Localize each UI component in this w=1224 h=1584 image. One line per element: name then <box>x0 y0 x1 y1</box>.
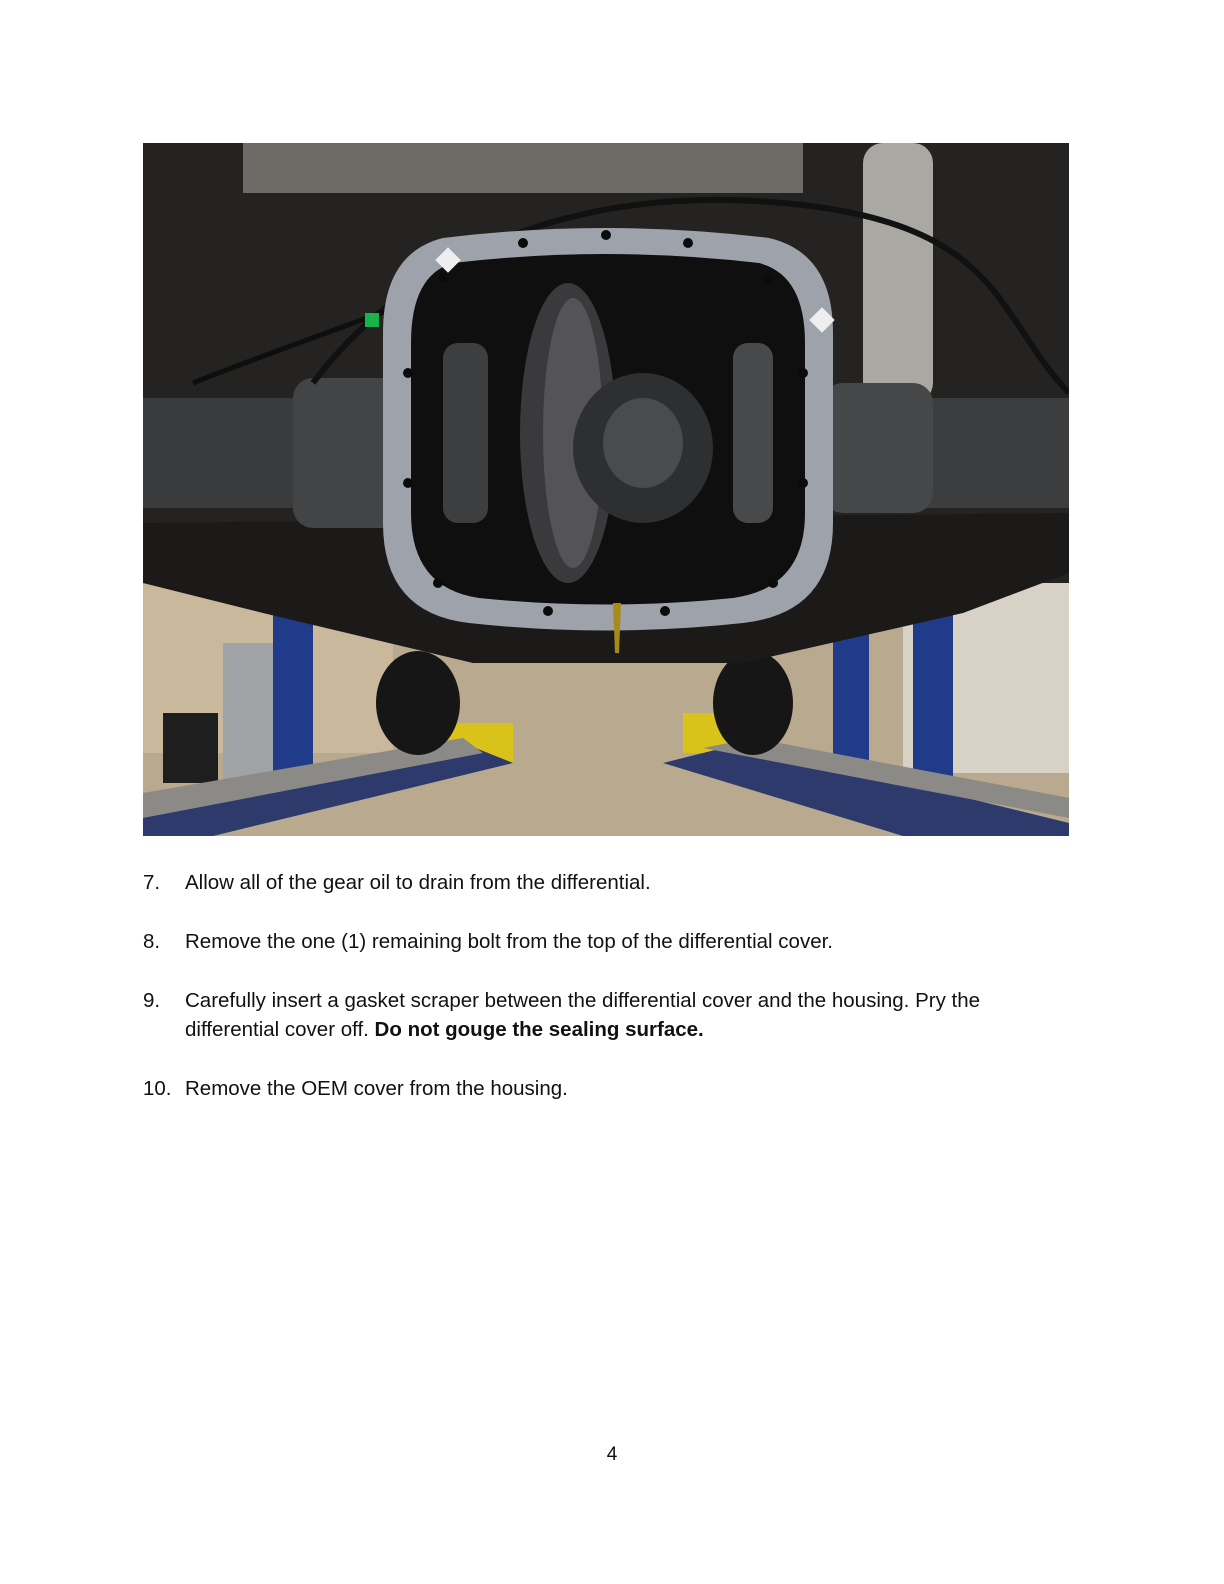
step-warning: Do not gouge the sealing surface. <box>374 1018 704 1041</box>
differential-photo <box>143 143 1069 836</box>
instruction-list <box>143 868 1073 1133</box>
list-item <box>143 986 1073 1044</box>
list-item <box>143 868 1073 897</box>
step-text: Remove the one (1) remaining bolt from the top of the differential cover. <box>185 930 834 953</box>
step-number: 8. <box>143 930 161 953</box>
list-item <box>143 1074 1073 1103</box>
step-text: Allow all of the gear oil to drain from the differential. <box>185 871 651 894</box>
page-number: 4 <box>606 1444 618 1465</box>
step-number: 10. <box>143 1077 172 1100</box>
step-text: Remove the OEM cover from the housing. <box>185 1077 568 1100</box>
step-number: 7. <box>143 871 161 894</box>
step-text: Carefully insert a gasket scraper between the differential cover and the housing. Pry the differential cover off. <box>185 989 981 1041</box>
step-number: 9. <box>143 989 161 1012</box>
list-item <box>143 927 1073 956</box>
